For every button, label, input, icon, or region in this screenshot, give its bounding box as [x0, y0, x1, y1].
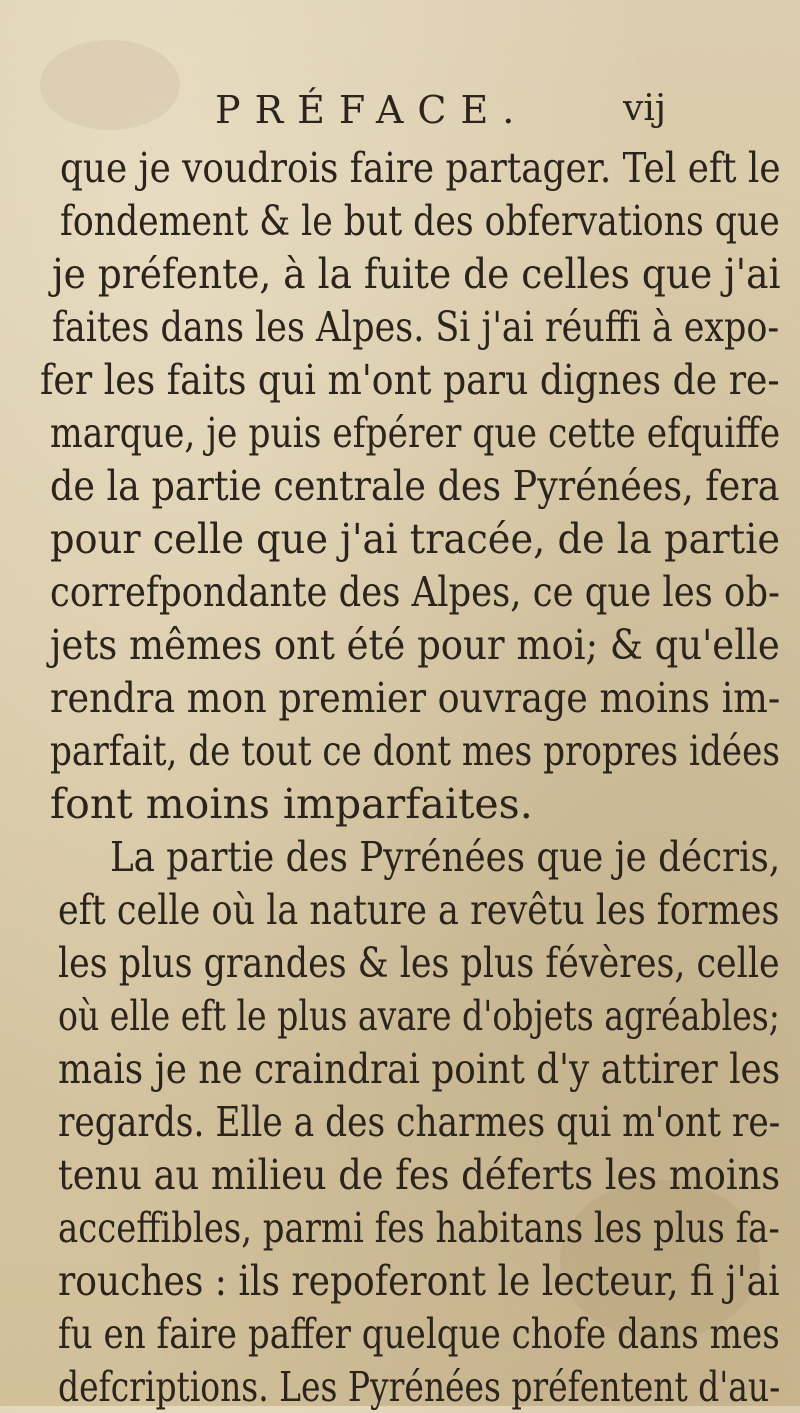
page-number: vij — [623, 88, 667, 129]
text-line: rendra mon premier ouvrage moins im- — [50, 674, 781, 722]
text-line: mais je ne craindrai point d'y attirer les — [58, 1045, 781, 1093]
text-line: pour celle que j'ai tracée, de la partie — [50, 515, 781, 563]
text-line: marque, je puis efpérer que cette efquiffe — [50, 409, 781, 457]
text-line: parfait, de tout ce dont mes propres idées — [50, 727, 780, 775]
text-line: faites dans les Alpes. Si j'ai réuffi à expo- — [52, 303, 780, 351]
text-line: acceffibles, parmi fes habitans les plus fa- — [58, 1204, 780, 1252]
text-line: où elle eft le plus avare d'objets agréables; — [58, 992, 780, 1040]
text-line: eft celle où la nature a revêtu les formes — [58, 886, 780, 934]
text-line: que je voudrois faire partager. Tel eft le — [60, 144, 781, 192]
running-head — [205, 88, 765, 140]
running-title: PRÉFACE. — [215, 88, 529, 132]
text-line: fer les faits qui m'ont paru dignes de re- — [40, 356, 780, 404]
text-line: fu en faire paffer quelque chofe dans mes — [58, 1310, 780, 1358]
text-line: defcriptions. Les Pyrénées préfentent d'au- — [58, 1363, 781, 1411]
text-line: font moins imparfaites. — [50, 780, 533, 828]
paper-stain — [40, 40, 180, 130]
text-line: regards. Elle a des charmes qui m'ont re- — [58, 1098, 781, 1146]
text-line: jets mêmes ont été pour moi; & qu'elle — [50, 621, 780, 669]
text-line: correfpondante des Alpes, ce que les ob- — [50, 568, 780, 616]
text-line: rouches : ils repoferont le lecteur, fi j'ai — [58, 1257, 780, 1305]
text-line: La partie des Pyrénées que je décris, — [110, 833, 781, 881]
text-line: je préfente, à la fuite de celles que j'ai — [52, 250, 781, 298]
text-line: de la partie centrale des Pyrénées, fera — [50, 462, 780, 510]
text-line: les plus grandes & les plus févères, celle — [58, 939, 780, 987]
text-line: tenu au milieu de fes déferts les moins — [58, 1151, 781, 1199]
text-line: fondement & le but des obfervations que — [60, 197, 780, 245]
